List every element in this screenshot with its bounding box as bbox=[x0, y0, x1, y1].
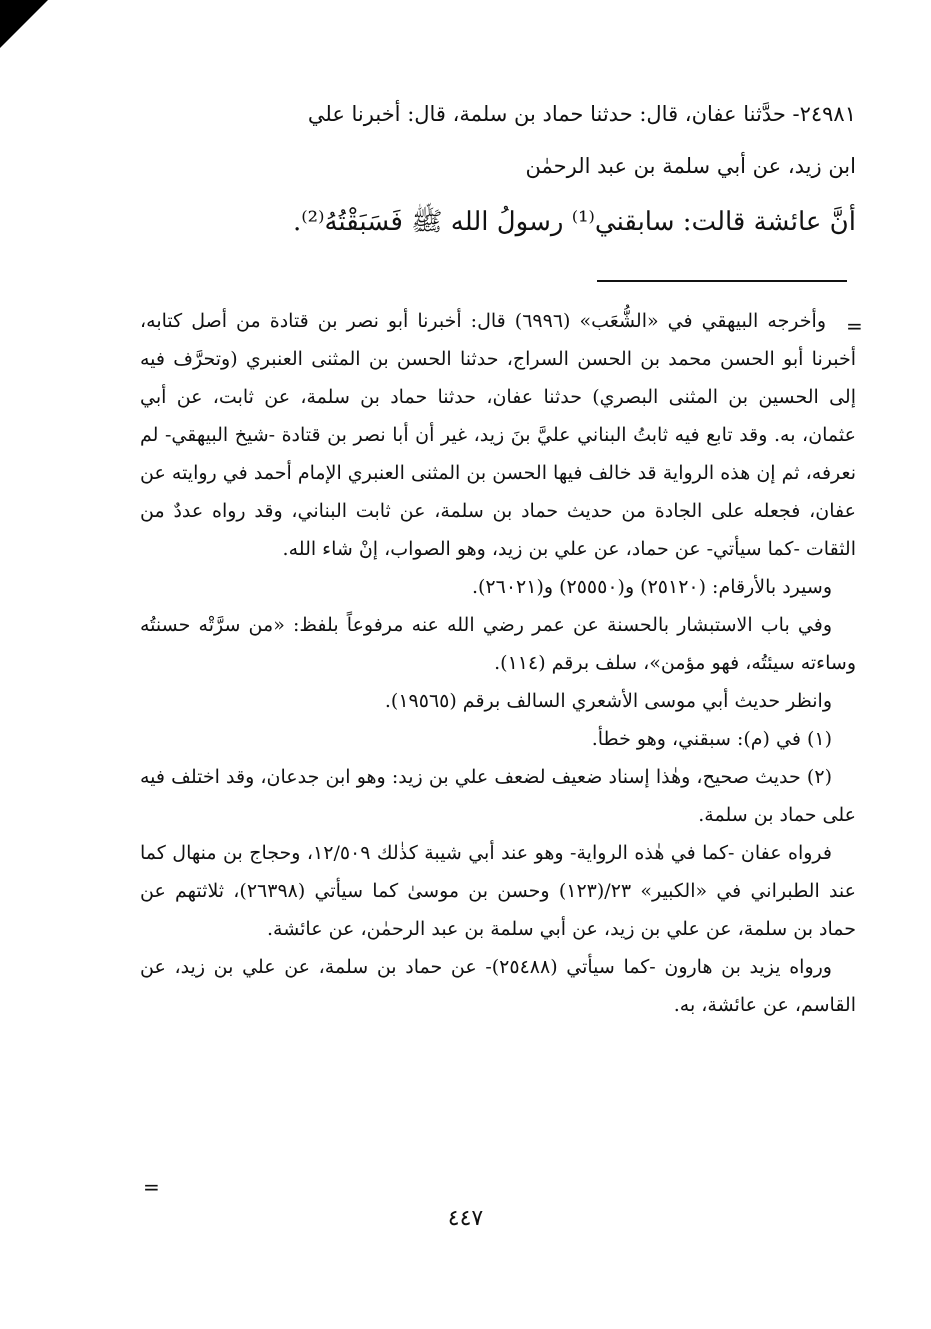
footnote-paragraph: فرواه عفان -كما في هٰذه الرواية- وهو عند أبي شيبة كذٰلك ١٢/٥٠٩، وحجاج بن منهال كما عند الطبراني في «الكبير» ٢٣/(١٢٣) وحسن بن موسىٰ كما سيأتي (٢٦٣٩٨)، ثلاثتهم عن حماد بن سلمة، عن علي بن زيد، عن أبي سلمة بن عبد الرحمٰن، عن عائشة. bbox=[140, 842, 856, 940]
footnote-paragraph: وانظر حديث أبي موسى الأشعري السالف برقم (١٩٥٦٥). bbox=[384, 690, 832, 712]
footnotes bbox=[140, 302, 856, 1024]
hadith-block bbox=[140, 88, 856, 252]
page-number: ٤٤٧ bbox=[447, 1206, 484, 1231]
footnote-paragraph: وسيرد بالأرقام: (٢٥١٢٠) و(٢٥٥٥٠) و(٢٦٠٢١). bbox=[471, 576, 832, 598]
footnote-paragraph: ورواه يزيد بن هارون -كما سيأتي (٢٥٤٨٨)- عن حماد بن سلمة، عن علي بن زيد، عن القاسم، عن عائشة، به. bbox=[140, 956, 856, 1016]
footnote-paragraph: وأخرجه البيهقي في «الشُّعَب» (٦٩٩٦) قال: أخبرنا أبو نصر بن قتادة من أصل كتابه، أخبرنا أبو الحسن محمد بن الحسن السراج، حدثنا الحسن بن المثنى العنبري (وتحرَّف فيه إلى الحسين بن المثنى البصري) حدثنا عفان، حدثنا حماد بن سلمة، عن ثابت، عن أبي عثمان، به. وقد تابع فيه ثابتُ البناني عليَّ بنَ زيد، غير أن أبا نصر بن قتادة -شيخ البيهقي- لم نعرفه، ثم إن هذه الرواية قد خالف فيها الحسن بن المثنى العنبري الإمام أحمد في روايته عن عفان، فجعله على الجادة من حديث حماد بن سلمة، عن ثابت البناني، وقد رواه عددٌ من الثقات -كما سيأتي- عن حماد، عن علي بن زيد، وهو الصواب، إنْ شاء الله. bbox=[140, 310, 856, 560]
footnote-2: (٢) حديث صحيح، وهٰذا إسناد ضعيف لضعف علي بن زيد: وهو ابن جدعان، وقد اختلف فيه على حماد بن سلمة. bbox=[140, 766, 856, 826]
continuation-mark-top: = bbox=[846, 314, 863, 338]
corner-mark bbox=[0, 0, 48, 48]
footnote-separator bbox=[597, 280, 847, 282]
hadith-matn: أنَّ عائشة قالت: سابقني⁽¹⁾ رسولُ الله ﷺ فَسَبَقْتُهُ⁽²⁾. bbox=[292, 207, 856, 237]
continuation-mark-bottom: = bbox=[143, 1175, 160, 1199]
hadith-isnad-line-1: ٢٤٩٨١- حدَّثنا عفان، قال: حدثنا حماد بن سلمة، قال: أخبرنا علي bbox=[307, 102, 856, 126]
footnote-paragraph: وفي باب الاستبشار بالحسنة عن عمر رضي الله عنه مرفوعاً بلفظ: «من سرَّتْه حسنتُه وساءته سيئتُه، فهو مؤمن»، سلف برقم (١١٤). bbox=[140, 614, 856, 674]
hadith-isnad-line-2: ابن زيد، عن أبي سلمة بن عبد الرحمٰن bbox=[525, 154, 856, 178]
footnote-1: (١) في (م): سبقني، وهو خطأ. bbox=[591, 728, 832, 750]
hadith-isnad bbox=[140, 88, 856, 192]
